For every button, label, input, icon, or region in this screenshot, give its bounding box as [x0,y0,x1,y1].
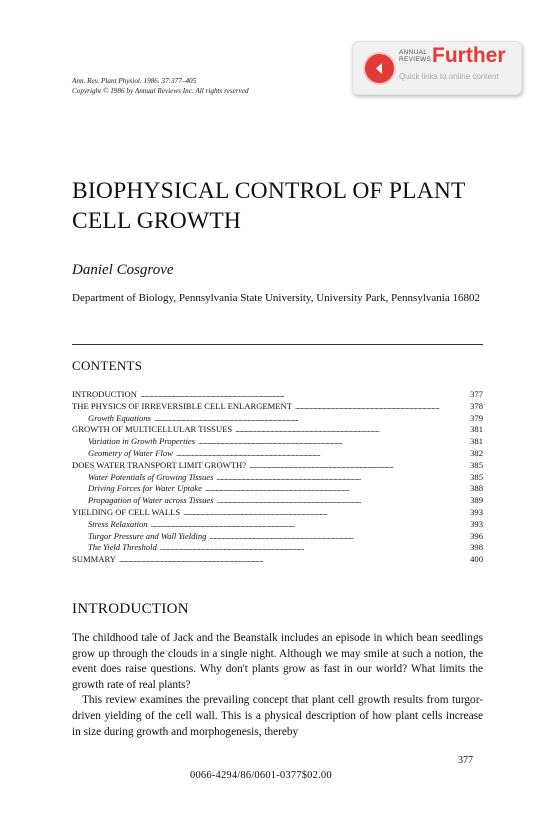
citation-journal-line: Ann. Rev. Plant Physiol. 1986. 37:377–405 [72,77,197,85]
toc-leader-dots [119,554,458,566]
toc-leader-dots [205,483,458,495]
toc-entry [72,495,483,507]
annual-reviews-further-badge[interactable] [352,41,522,95]
page-number: 377 [458,755,473,766]
toc-entry [72,424,483,436]
section-heading-introduction: INTRODUCTION [72,601,189,617]
toc-entry-page: 378 [470,400,483,411]
toc-entry-page: 381 [470,424,483,435]
toc-entry-page: 400 [470,554,483,565]
toc-entry [72,554,483,566]
toc-entry-page: 385 [470,471,483,482]
further-wordmark: Further [432,44,506,67]
toc-entry [72,448,483,460]
toc-entry [72,519,483,531]
toc-leader-dots [235,424,458,436]
title-line-1: BIOPHYSICAL CONTROL OF PLANT [72,178,466,204]
toc-entry-label: Water Potentials of Growing Tissues [88,471,214,482]
toc-entry-page: 379 [470,412,483,423]
toc-entry-label: THE PHYSICS OF IRREVERSIBLE CELL ENLARGEMENT [72,400,293,411]
toc-entry-label: YIELDING OF CELL WALLS [72,506,181,517]
contents-divider [72,344,483,345]
toc-entry-page: 398 [470,542,483,553]
author-name: Daniel Cosgrove [72,262,174,278]
toc-entry [72,472,483,484]
toc-entry [72,389,483,401]
toc-leader-dots [295,401,458,413]
toc-entry-page: 382 [470,447,483,458]
toc-entry-label: DOES WATER TRANSPORT LIMIT GROWTH? [72,459,247,470]
toc-entry [72,507,483,519]
toc-entry-page: 377 [470,389,483,399]
introduction-body [72,631,483,740]
journal-citation [72,76,249,96]
annual-reviews-logo-text: ANNUAL REVIEWS [399,49,432,63]
toc-entry-label: INTRODUCTION [72,389,137,399]
arrow-left-icon [363,52,396,85]
toc-entry [72,531,483,543]
toc-entry [72,483,483,495]
toc-entry-page: 396 [470,530,483,541]
author-affiliation: Department of Biology, Pennsylvania State University, University Park, Pennsylvania 16802 [72,292,480,304]
toc-entry [72,436,483,448]
toc-entry-page: 385 [470,459,483,470]
article-code: 0066-4294/86/0601-0377$02.00 [190,770,332,781]
further-tagline: Quick links to online content [399,72,499,81]
toc-entry-label: Variation in Growth Properties [88,436,196,447]
toc-leader-dots [209,531,458,543]
toc-entry-label: Geometry of Water Flow [88,447,173,458]
paragraph: The childhood tale of Jack and the Beanstalk includes an episode in which bean seedlings grow up through the clouds in a single night. Although we may smile at such a notion, the event does raise questions. Why don't plants grow as fast in our world? What limits the growth rate of real plants? [72,632,483,691]
toc-entry-label: Turgor Pressure and Wall Yielding [88,530,207,541]
toc-leader-dots [217,495,458,507]
toc-entry-page: 389 [470,495,483,506]
toc-leader-dots [183,507,458,519]
toc-entry-label: Propagation of Water across Tissues [88,495,214,506]
citation-copyright-line: Copyright © 1986 by Annual Reviews Inc. All rights reserved [72,87,249,95]
paragraph: This review examines the prevailing concept that plant cell growth results from turgor-driven yielding of the cell wall. This is a physical description of how plant cells increase in size during growth and morphogenesis, thereby [72,694,483,738]
toc-entry [72,401,483,413]
toc-entry [72,542,483,554]
toc-leader-dots [140,389,458,401]
toc-leader-dots [151,519,458,531]
toc-leader-dots [176,448,458,460]
toc-entry-page: 393 [470,506,483,517]
toc-leader-dots [198,436,458,448]
toc-entry-page: 381 [470,436,483,447]
toc-entry-label: SUMMARY [72,554,116,565]
toc-entry-label: The Yield Threshold [88,542,157,553]
table-of-contents [72,389,483,566]
toc-entry-page: 388 [470,483,483,494]
toc-entry-label: GROWTH OF MULTICELLULAR TISSUES [72,424,233,435]
toc-leader-dots [216,472,458,484]
contents-heading: CONTENTS [72,358,143,373]
toc-leader-dots [249,460,458,472]
toc-entry-page: 393 [470,518,483,529]
article-title [72,176,492,236]
toc-entry [72,460,483,472]
toc-entry [72,413,483,425]
toc-leader-dots [154,413,458,425]
toc-entry-label: Driving Forces for Water Uptake [88,483,202,494]
toc-entry-label: Growth Equations [88,412,151,423]
toc-entry-label: Stress Relaxation [88,518,148,529]
toc-leader-dots [160,542,458,554]
title-line-2: CELL GROWTH [72,208,242,234]
